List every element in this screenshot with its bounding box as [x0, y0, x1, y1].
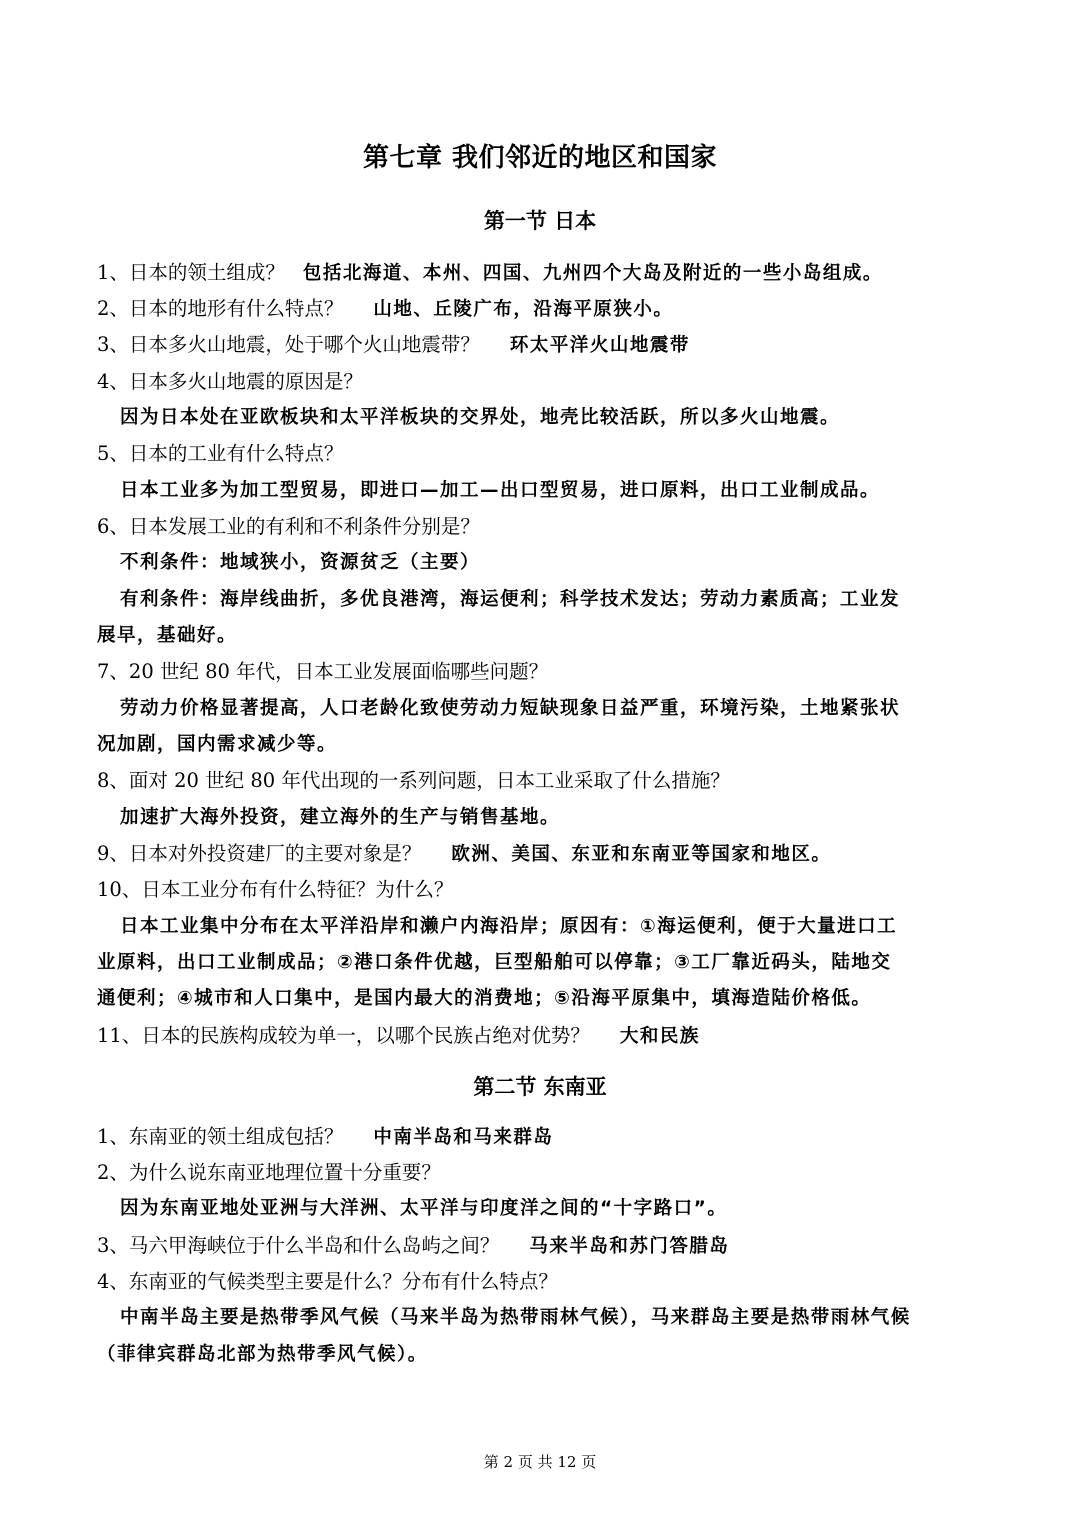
section-title-southeast-asia: 第二节 东南亚	[473, 1074, 607, 1099]
answer-text: 展早，基础好。	[97, 625, 238, 646]
question-text: 4、东南亚的气候类型主要是什么？分布有什么特点？	[97, 1270, 558, 1293]
question-line	[97, 839, 831, 870]
answer-text: 不利条件：地域狭小，资源贫乏（主要）	[120, 552, 481, 573]
answer-text: 况加剧，国内需求减少等。	[97, 734, 338, 755]
answer-text: 加速扩大海外投资，建立海外的生产与销售基地。	[120, 807, 561, 828]
answer-text: 劳动力价格显著提高，人口老龄化致使劳动力短缺现象日益严重，环境污染，土地紧张状	[120, 698, 901, 719]
question-text: 10、日本工业分布有什么特征？为什么？	[97, 878, 454, 901]
question-text: 9、日本对外投资建厂的主要对象是？	[97, 842, 422, 865]
chapter-title: 第七章 我们邻近的地区和国家	[362, 143, 718, 173]
question-line	[97, 512, 480, 542]
answer-text: 日本工业多为加工型贸易，即进口—加工—出口型贸易，进口原料，出口工业制成品。	[120, 480, 881, 501]
answer-text: 通便利；④城市和人口集中，是国内最大的消费地；⑤沿海平原集中，填海造陆价格低。	[97, 988, 872, 1009]
answer-text: 包括北海道、本州、四国、九州四个大岛及附近的一些小岛组成。	[302, 263, 883, 284]
question-text: 3、日本多火山地震，处于哪个火山地震带？	[97, 333, 480, 356]
answer-text: 环太平洋火山地震带	[509, 335, 690, 356]
question-line	[97, 766, 730, 796]
answer-text: 因为东南亚地处亚洲与大洋洲、太平洋与印度洋之间的“十字路口”。	[120, 1198, 728, 1219]
answer-text: 中南半岛和马来群岛	[373, 1127, 554, 1148]
question-line	[97, 367, 363, 397]
question-text: 3、马六甲海峡位于什么半岛和什么岛屿之间？	[97, 1234, 500, 1257]
question-text: 4、日本多火山地震的原因是？	[97, 370, 363, 393]
question-text: 2、为什么说东南亚地理位置十分重要？	[97, 1161, 441, 1184]
answer-text: 大和民族	[619, 1026, 700, 1047]
question-line	[97, 258, 883, 289]
answer-text: 中南半岛主要是热带季风气候（马来半岛为热带雨林气候），马来群岛主要是热带雨林气候	[120, 1307, 911, 1328]
answer-text: 日本工业集中分布在太平洋沿岸和濑户内海沿岸；原因有：①海运便利，便于大量进口工	[120, 916, 898, 937]
question-line	[97, 1122, 553, 1153]
question-line	[97, 439, 343, 469]
question-text: 8、面对 20 世纪 80 年代出现的一系列问题，日本工业采取了什么措施？	[97, 769, 730, 792]
question-line	[97, 1021, 700, 1052]
question-text: 1、日本的领土组成？	[97, 261, 285, 284]
answer-text: 有利条件：海岸线曲折，多优良港湾，海运便利；科学技术发达；劳动力素质高；工业发	[120, 589, 901, 610]
answer-text: 马来半岛和苏门答腊岛	[529, 1236, 730, 1257]
question-text: 2、日本的地形有什么特点？	[97, 297, 344, 320]
answer-text: 山地、丘陵广布，沿海平原狭小。	[373, 299, 674, 320]
answer-text: 业原料，出口工业制成品；②港口条件优越，巨型船舶可以停靠；③工厂靠近码头，陆地交	[97, 952, 892, 973]
question-text: 1、东南亚的领土组成包括？	[97, 1125, 344, 1148]
question-line	[97, 1267, 558, 1297]
question-text: 11、日本的民族构成较为单一，以哪个民族占绝对优势？	[97, 1024, 590, 1047]
question-line	[97, 875, 453, 905]
question-text: 5、日本的工业有什么特点？	[97, 442, 344, 465]
answer-text: （菲律宾群岛北部为热带季风气候）。	[97, 1344, 428, 1365]
question-line	[97, 657, 548, 687]
question-line	[97, 1158, 441, 1188]
page-number-footer: 第 2 页 共 12 页	[483, 1453, 597, 1471]
question-line	[97, 294, 673, 325]
answer-text: 因为日本处在亚欧板块和太平洋板块的交界处，地壳比较活跃，所以多火山地震。	[120, 407, 841, 428]
question-line	[97, 330, 690, 361]
section-title-japan: 第一节 日本	[483, 208, 597, 233]
question-text: 7、20 世纪 80 年代，日本工业发展面临哪些问题？	[97, 660, 549, 683]
question-text: 6、日本发展工业的有利和不利条件分别是？	[97, 515, 480, 538]
answer-text: 欧洲、美国、东亚和东南亚等国家和地区。	[451, 844, 832, 865]
question-line	[97, 1231, 729, 1262]
